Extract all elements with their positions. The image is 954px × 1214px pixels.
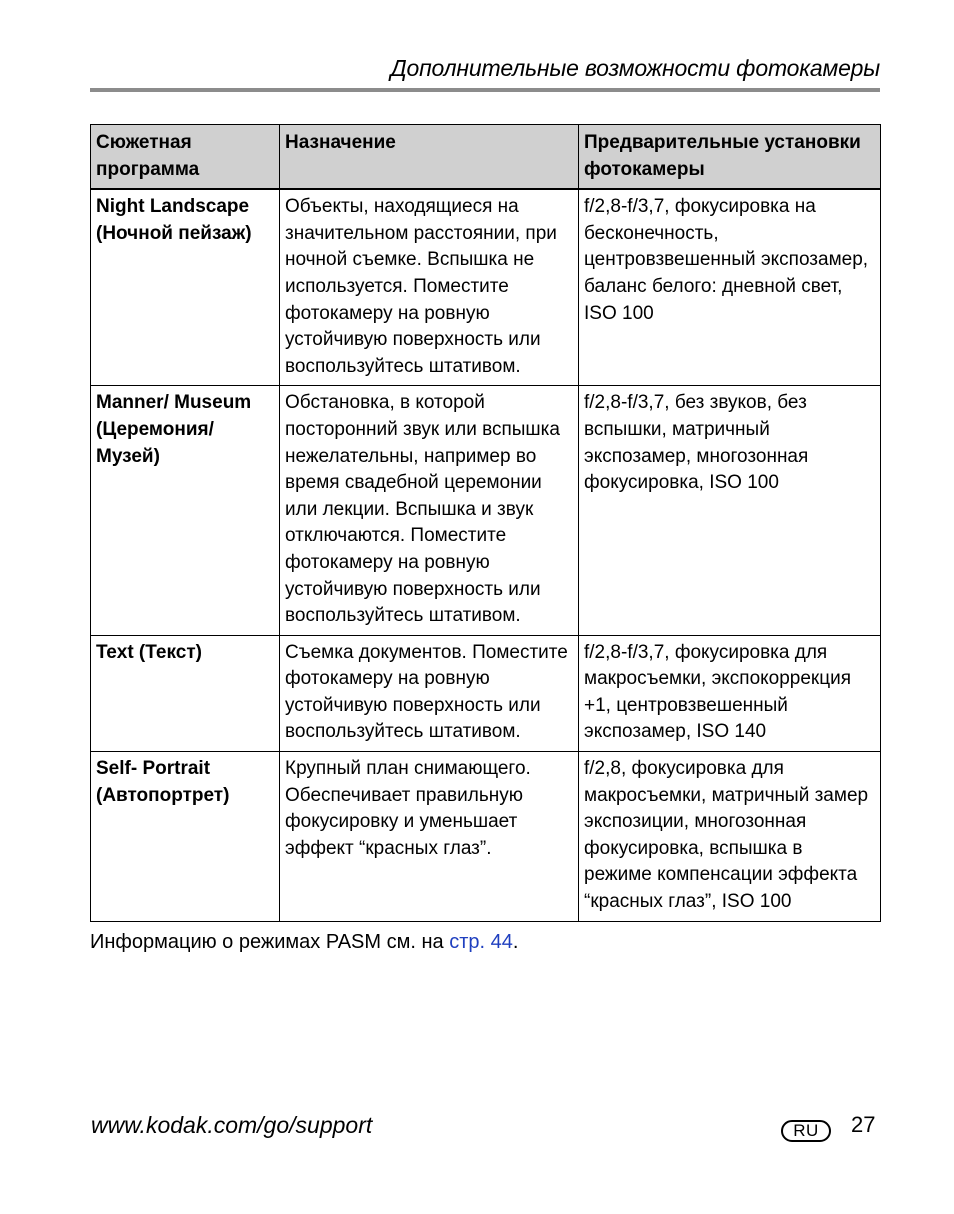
mode-purpose-cell: Съемка документов. Поместите фотокамеру на ровную устойчивую поверхность или воспользуйтесь штативом.	[280, 635, 579, 751]
pasm-note	[90, 931, 518, 954]
mode-settings-cell: f/2,8-f/3,7, фокусировка на бесконечность, центровзвешенный экспозамер, баланс белого: дневной свет, ISO 100	[579, 189, 881, 386]
mode-settings-cell: f/2,8-f/3,7, фокусировка для макросъемки, экспокоррекция +1, центровзвешенный экспозамер, ISO 140	[579, 635, 881, 751]
pasm-note-end: .	[512, 931, 519, 953]
table-header-row	[91, 125, 881, 190]
pasm-note-text: Информацию о режимах PASM см. на	[90, 931, 450, 953]
table-row	[91, 189, 881, 386]
mode-purpose-cell: Крупный план снимающего. Обеспечивает правильную фокусировку и уменьшает эффект “красных глаз”.	[280, 752, 579, 922]
table-row	[91, 635, 881, 751]
page-44-link[interactable]: стр. 44	[449, 931, 513, 953]
language-badge: RU	[781, 1120, 831, 1142]
mode-settings-cell: f/2,8, фокусировка для макросъемки, матричный замер экспозиции, многозонная фокусировка, вспышка в режиме компенсации эффекта “красных глаз”, ISO 100	[579, 752, 881, 922]
mode-name-cell: Text (Текст)	[91, 635, 280, 751]
scene-modes-table	[90, 124, 881, 922]
column-header-purpose: Назначение	[280, 125, 579, 190]
page-header-title: Дополнительные возможности фотокамеры	[390, 55, 880, 81]
header-divider	[90, 88, 880, 92]
column-header-mode: Сюжетная программа	[91, 125, 280, 190]
table-row	[91, 752, 881, 922]
mode-name-cell: Night Landscape (Ночной пейзаж)	[91, 189, 280, 386]
table-row	[91, 386, 881, 635]
support-url: www.kodak.com/go/support	[91, 1112, 373, 1138]
mode-purpose-cell: Обстановка, в которой посторонний звук или вспышка нежелательны, например во время свадебной церемонии или лекции. Вспышка и звук отключаются. Поместите фотокамеру на ровную устойчивую поверхность или воспользуйтесь штативом.	[280, 386, 579, 635]
column-header-settings: Предварительные установки фотокамеры	[579, 125, 881, 190]
mode-name-cell: Manner/ Museum (Церемония/Музей)	[91, 386, 280, 635]
mode-settings-cell: f/2,8-f/3,7, без звуков, без вспышки, матричный экспозамер, многозонная фокусировка, ISO 100	[579, 386, 881, 635]
mode-name-cell: Self- Portrait (Автопортрет)	[91, 752, 280, 922]
mode-purpose-cell: Объекты, находящиеся на значительном расстоянии, при ночной съемке. Вспышка не используется. Поместите фотокамеру на ровную устойчивую поверхность или воспользуйтесь штативом.	[280, 189, 579, 386]
page-number: 27	[851, 1112, 876, 1137]
